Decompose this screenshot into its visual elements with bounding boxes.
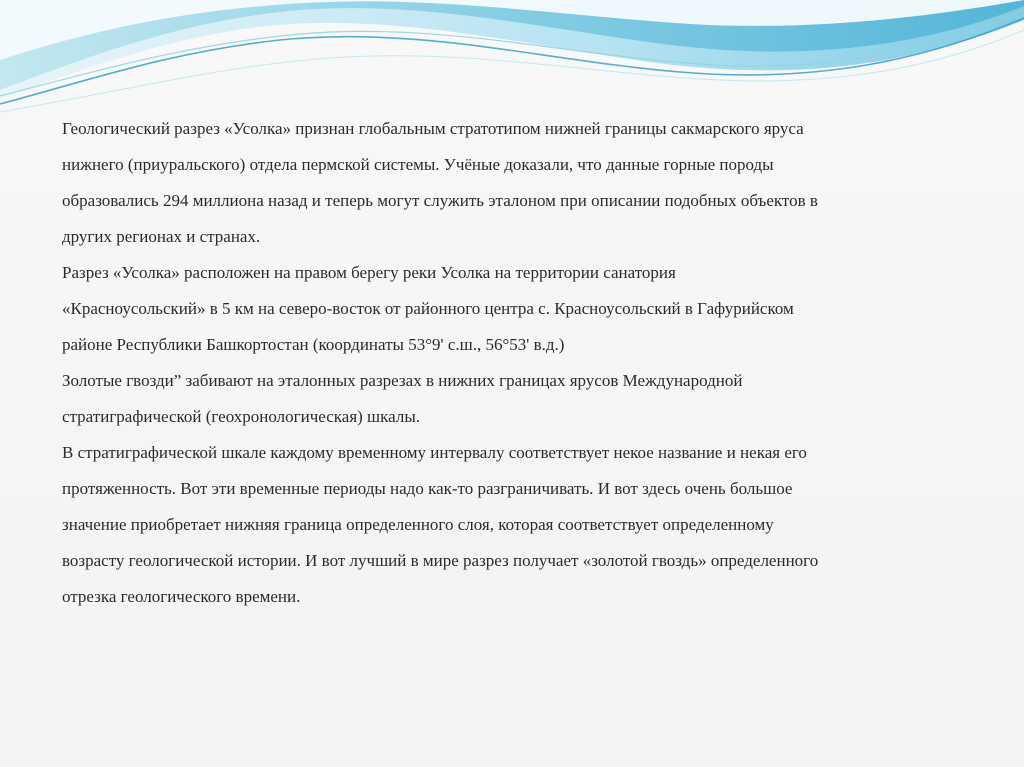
- text-line: протяженность. Вот эти временные периоды надо как-то разграничивать. И вот здесь очень большое: [62, 479, 793, 498]
- text-line: «Красноусольский» в 5 км на северо-восток от районного центра с. Красноусольский в Гафурийском: [62, 299, 794, 318]
- paragraph-stratigraphic-scale: [62, 435, 962, 615]
- text-line: образовались 294 миллиона назад и теперь могут служить эталоном при описании подобных объектов в: [62, 191, 818, 210]
- text-line: районе Республики Башкортостан (координаты 53°9' с.ш., 56°53' в.д.): [62, 335, 565, 354]
- paragraph-golden-spikes: [62, 363, 962, 435]
- header-wave-decoration: [0, 0, 1024, 120]
- text-line: значение приобретает нижняя граница определенного слоя, которая соответствует определенному: [62, 515, 774, 534]
- text-line: стратиграфической (геохронологическая) шкалы.: [62, 407, 420, 426]
- text-line: В стратиграфической шкале каждому временному интервалу соответствует некое название и некая его: [62, 443, 807, 462]
- slide-body-text: [62, 111, 962, 615]
- text-line: Золотые гвозди” забивают на эталонных разрезах в нижних границах ярусов Международной: [62, 371, 743, 390]
- text-line: возрасту геологической истории. И вот лучший в мире разрез получает «золотой гвоздь» определенного: [62, 551, 819, 570]
- paragraph-location: [62, 255, 962, 363]
- paragraph-usolka-stratotype: [62, 111, 962, 255]
- text-line: других регионах и странах.: [62, 227, 261, 246]
- text-line: Геологический разрез «Усолка» признан глобальным стратотипом нижней границы сакмарского яруса: [62, 119, 804, 138]
- text-line: Разрез «Усолка» расположен на правом берегу реки Усолка на территории санатория: [62, 263, 676, 282]
- text-line: отрезка геологического времени.: [62, 587, 301, 606]
- text-line: нижнего (приуральского) отдела пермской системы. Учёные доказали, что данные горные породы: [62, 155, 774, 174]
